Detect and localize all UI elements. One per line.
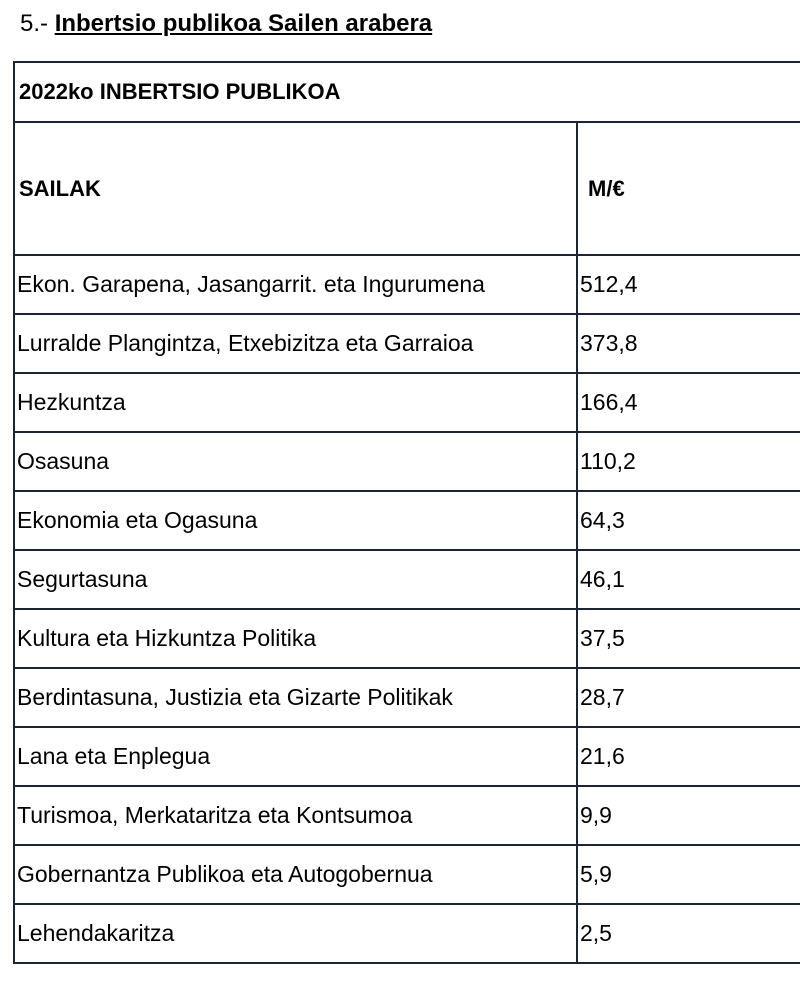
table-row bbox=[14, 491, 800, 550]
investment-amount: 28,7 bbox=[577, 668, 800, 727]
investment-amount: 46,1 bbox=[577, 550, 800, 609]
department-name: Osasuna bbox=[14, 432, 577, 491]
investment-amount: 21,6 bbox=[577, 727, 800, 786]
department-name: Ekonomia eta Ogasuna bbox=[14, 491, 577, 550]
table-row bbox=[14, 727, 800, 786]
investment-amount: 5,9 bbox=[577, 845, 800, 904]
table-row bbox=[14, 550, 800, 609]
table-row bbox=[14, 609, 800, 668]
department-name: Kultura eta Hizkuntza Politika bbox=[14, 609, 577, 668]
column-header-amount: M/€ bbox=[577, 122, 800, 255]
table-row bbox=[14, 786, 800, 845]
investment-amount: 64,3 bbox=[577, 491, 800, 550]
investment-amount: 166,4 bbox=[577, 373, 800, 432]
department-name: Hezkuntza bbox=[14, 373, 577, 432]
table-title: 2022ko INBERTSIO PUBLIKOA bbox=[14, 62, 800, 122]
section-title: Inbertsio publikoa Sailen arabera bbox=[54, 10, 433, 37]
department-name: Lana eta Enplegua bbox=[14, 727, 577, 786]
table-row bbox=[14, 314, 800, 373]
investment-amount: 373,8 bbox=[577, 314, 800, 373]
section-heading bbox=[20, 8, 432, 40]
investment-amount: 2,5 bbox=[577, 904, 800, 963]
department-name: Berdintasuna, Justizia eta Gizarte Politikak bbox=[14, 668, 577, 727]
section-number: 5.- bbox=[20, 10, 55, 37]
department-name: Ekon. Garapena, Jasangarrit. eta Ingurumena bbox=[14, 255, 577, 314]
table-header-row bbox=[14, 122, 800, 255]
department-name: Turismoa, Merkataritza eta Kontsumoa bbox=[14, 786, 577, 845]
table-row bbox=[14, 668, 800, 727]
table-row bbox=[14, 432, 800, 491]
department-name: Gobernantza Publikoa eta Autogobernua bbox=[14, 845, 577, 904]
table-title-row bbox=[14, 62, 800, 122]
investment-amount: 110,2 bbox=[577, 432, 800, 491]
table-row bbox=[14, 904, 800, 963]
department-name: Segurtasuna bbox=[14, 550, 577, 609]
investment-amount: 512,4 bbox=[577, 255, 800, 314]
column-header-departments: SAILAK bbox=[14, 122, 577, 255]
table-row bbox=[14, 373, 800, 432]
table-row bbox=[14, 255, 800, 314]
department-name: Lurralde Plangintza, Etxebizitza eta Garraioa bbox=[14, 314, 577, 373]
investment-amount: 9,9 bbox=[577, 786, 800, 845]
investment-amount: 37,5 bbox=[577, 609, 800, 668]
department-name: Lehendakaritza bbox=[14, 904, 577, 963]
investment-table bbox=[13, 61, 800, 964]
table-row bbox=[14, 845, 800, 904]
